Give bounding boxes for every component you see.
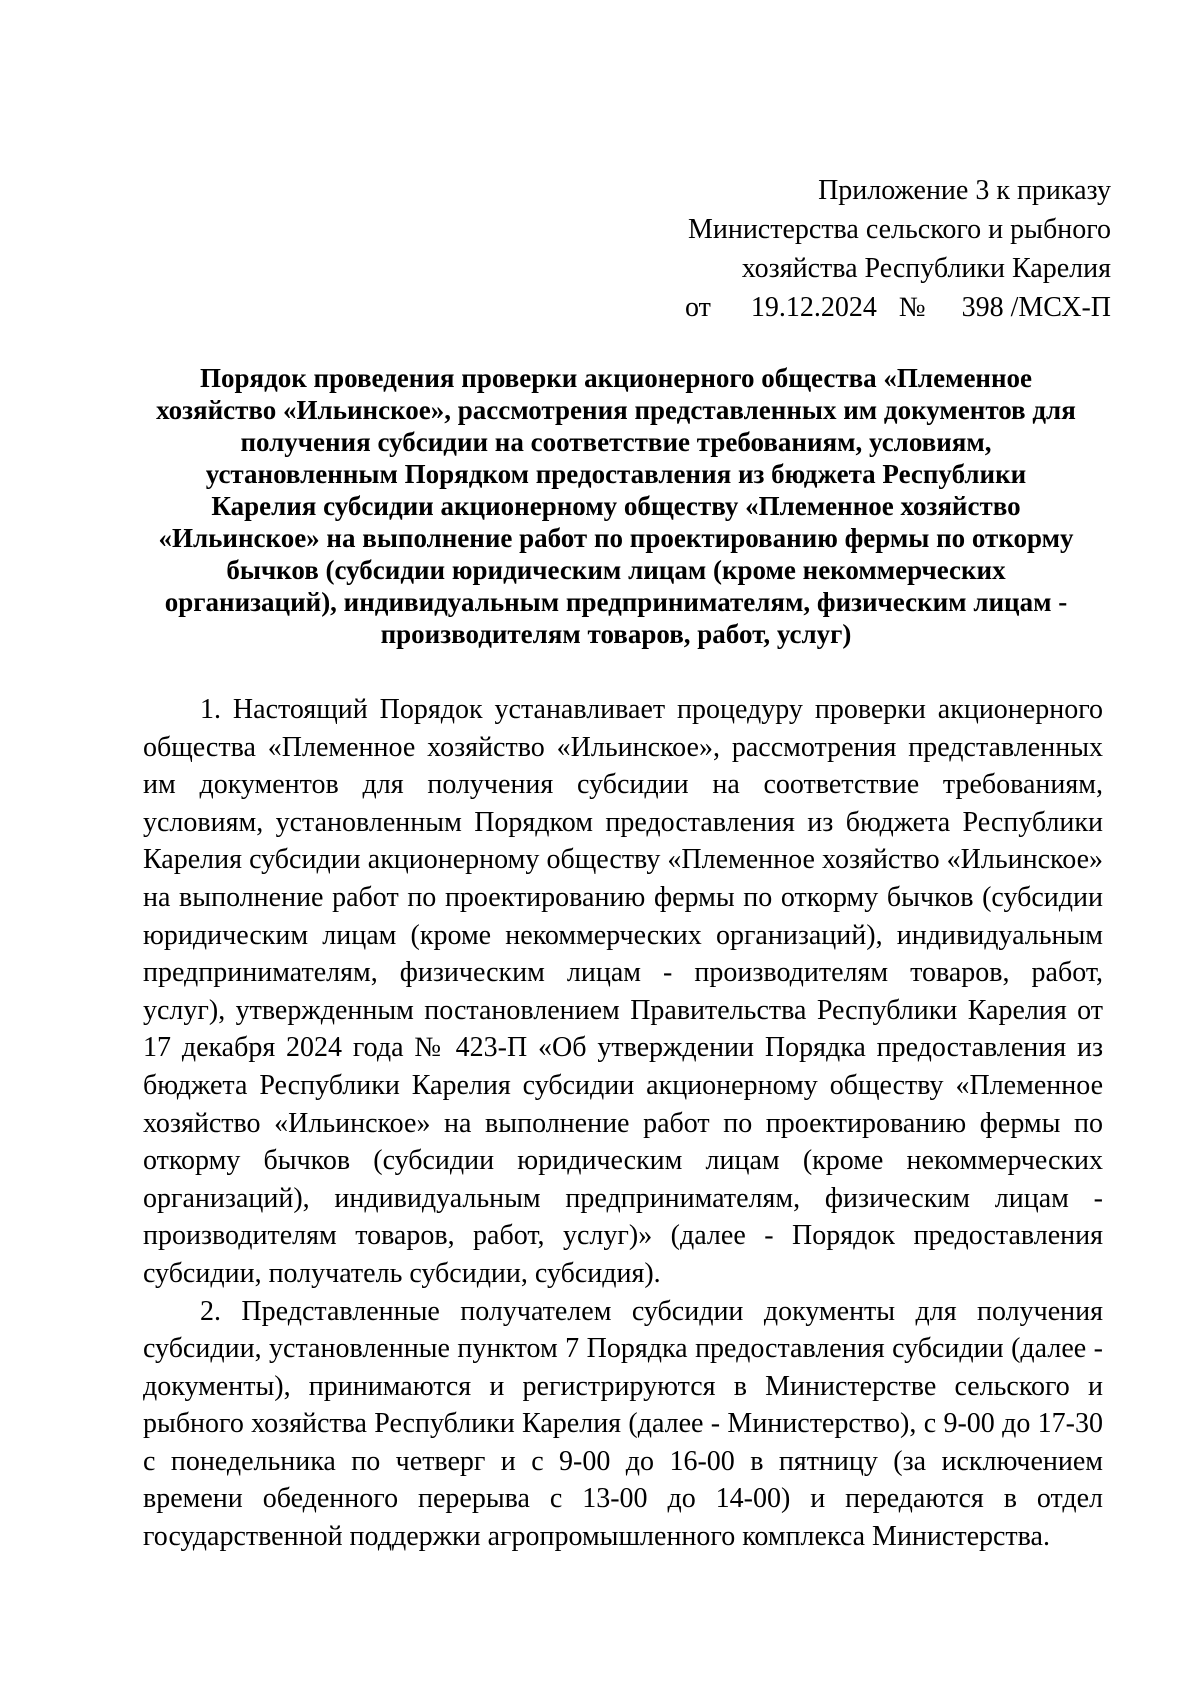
paragraph-2-line: субсидии, установленные пунктом 7 Порядка предоставления субсидии (далее - bbox=[143, 1333, 1103, 1365]
order-date: 19.12.2024 bbox=[750, 292, 877, 323]
title-line: организаций), индивидуальным предпринимателям, физическим лицам - bbox=[164, 587, 1068, 617]
appendix-header bbox=[511, 171, 1111, 327]
paragraph-1-line: условиям, установленным Порядком предоставления из бюджета Республики bbox=[143, 806, 1103, 838]
appendix-line-3: хозяйства Республики Карелия bbox=[741, 253, 1111, 284]
paragraph-1-line: общества «Племенное хозяйство «Ильинское», рассмотрения представленных bbox=[143, 731, 1103, 763]
paragraph-1-line: 17 декабря 2024 года № 423-П «Об утверждении Порядка предоставления из bbox=[143, 1032, 1103, 1064]
paragraph-1-line: хозяйство «Ильинское» на выполнение работ по проектированию фермы по bbox=[143, 1107, 1103, 1139]
paragraph-1-line: им документов для получения субсидии на соответствие требованиям, bbox=[143, 769, 1103, 801]
paragraph-1-line: Карелия субсидии акционерному обществу «Племенное хозяйство «Ильинское» bbox=[143, 844, 1103, 876]
order-prefix: от bbox=[685, 292, 711, 323]
paragraph-2-line: государственной поддержки агропромышленного комплекса Министерства. bbox=[143, 1521, 1050, 1553]
order-number-sign: № bbox=[898, 292, 926, 323]
paragraph-1-line: откорму бычков (субсидии юридическим лицам (кроме некоммерческих bbox=[143, 1145, 1103, 1177]
paragraph-2-line: 2. Представленные получателем субсидии документы для получения bbox=[200, 1295, 1103, 1327]
document-title bbox=[140, 362, 1092, 650]
title-line: «Ильинское» на выполнение работ по проектированию фермы по откорму bbox=[158, 523, 1074, 553]
paragraph-2-line: рыбного хозяйства Республики Карелия (далее - Министерство), с 9-00 до 17-30 bbox=[143, 1408, 1103, 1440]
title-line: установленным Порядком предоставления из бюджета Республики bbox=[205, 459, 1027, 489]
paragraph-1-line: 1. Настоящий Порядок устанавливает процедуру проверки акционерного bbox=[200, 694, 1103, 725]
appendix-line-1: Приложение 3 к приказу bbox=[818, 175, 1111, 206]
title-line: хозяйство «Ильинское», рассмотрения представленных им документов для bbox=[156, 395, 1076, 425]
paragraph-1-line: организаций), индивидуальным предпринимателям, физическим лицам - bbox=[143, 1182, 1103, 1214]
title-line: получения субсидии на соответствие требованиям, условиям, bbox=[240, 427, 992, 457]
paragraph-2-line: документы), принимаются и регистрируются в Министерстве сельского и bbox=[143, 1370, 1103, 1402]
paragraph-2-line: времени обеденного перерыва с 13-00 до 14-00) и передаются в отдел bbox=[143, 1483, 1103, 1515]
title-line: производителям товаров, работ, услуг) bbox=[380, 619, 852, 649]
paragraph-1 bbox=[143, 691, 1103, 1293]
title-line: бычков (субсидии юридическим лицам (кроме некоммерческих bbox=[226, 555, 1006, 585]
title-line: Карелия субсидии акционерному обществу «Племенное хозяйство bbox=[211, 491, 1021, 521]
paragraph-1-line: предпринимателям, физическим лицам - производителям товаров, работ, bbox=[143, 957, 1103, 989]
order-reference bbox=[511, 288, 1111, 327]
paragraph-2-line: с понедельника по четверг и с 9-00 до 16-00 в пятницу (за исключением bbox=[143, 1445, 1103, 1477]
paragraph-1-line: услуг), утвержденным постановлением Правительства Республики Карелия от bbox=[143, 994, 1103, 1026]
paragraph-1-line: бюджета Республики Карелия субсидии акционерному обществу «Племенное bbox=[143, 1069, 1103, 1101]
paragraph-1-line: на выполнение работ по проектированию фермы по откорму бычков (субсидии bbox=[143, 881, 1103, 913]
order-number: 398 /МСХ-П bbox=[961, 292, 1111, 323]
title-line: Порядок проведения проверки акционерного общества «Племенное bbox=[199, 363, 1033, 393]
appendix-line-2: Министерства сельского и рыбного bbox=[687, 214, 1111, 245]
paragraph-2 bbox=[143, 1293, 1103, 1556]
paragraph-1-line: производителям товаров, работ, услуг)» (далее - Порядок предоставления bbox=[143, 1220, 1103, 1252]
document-body bbox=[143, 691, 1103, 1556]
paragraph-1-line: юридическим лицам (кроме некоммерческих организаций), индивидуальным bbox=[143, 919, 1103, 951]
paragraph-1-line: субсидии, получатель субсидии, субсидия). bbox=[143, 1257, 661, 1289]
